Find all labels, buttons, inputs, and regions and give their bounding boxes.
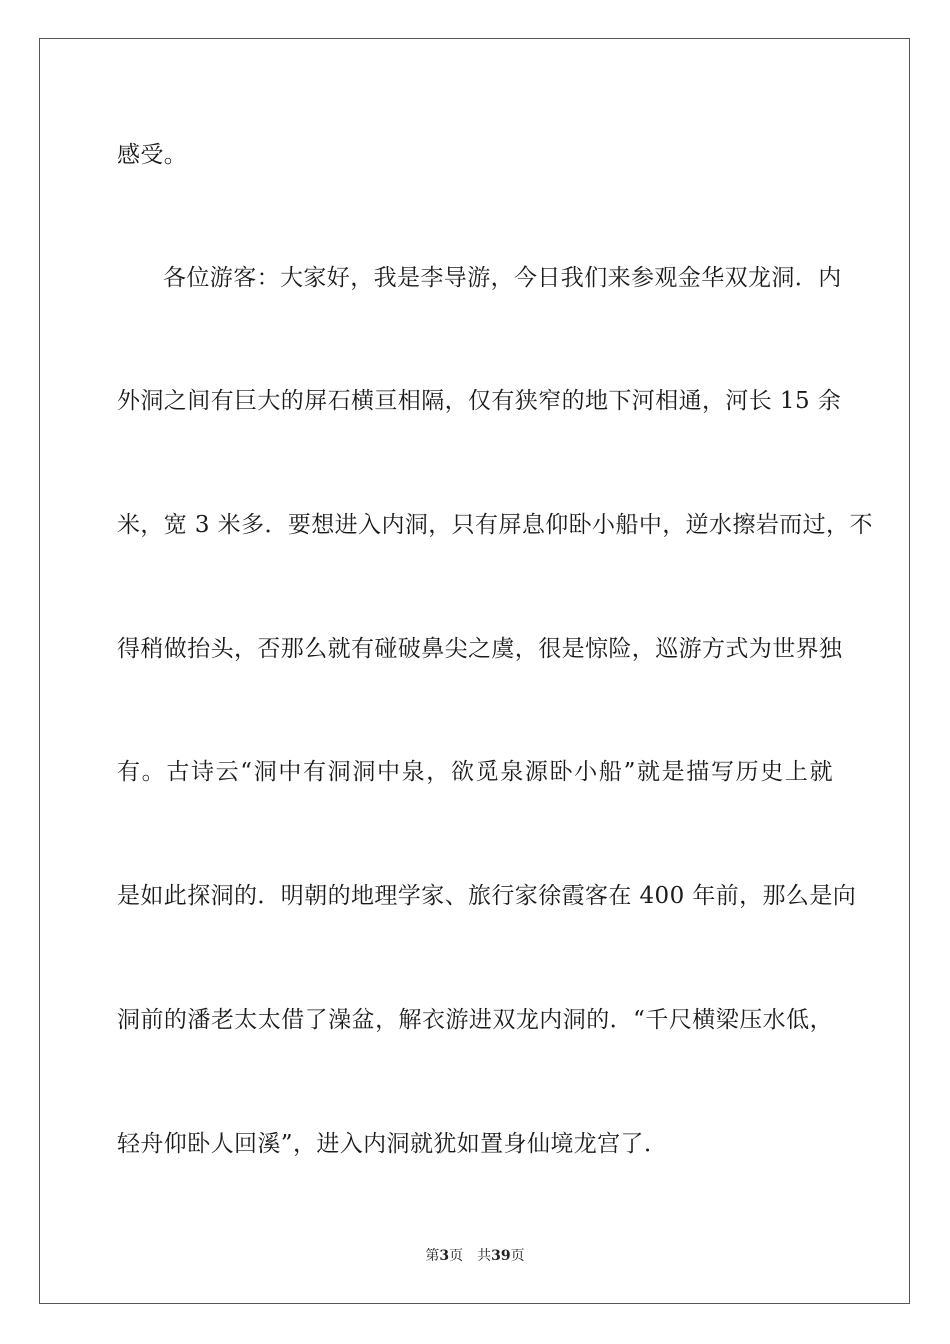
text-line-1: 感受。 [117,142,188,168]
text-line-9: 轻舟仰卧人回溪”，进入内洞就犹如置身仙境龙宫了． [117,1131,668,1157]
text-line-8: 洞前的潘老太太借了澡盆，解衣游进双龙内洞的．“千尺横梁压水低， [117,1007,833,1033]
text-line-4: 米，宽 3 米多．要想进入内洞，只有屏息仰卧小船中，逆水擦岩而过，不 [117,512,873,538]
footer-page-suffix: 页 [449,1248,464,1264]
text-line-6: 有。古诗云“洞中有洞洞中泉，欲觅泉源卧小船”就是描写历史上就 [117,759,833,785]
page-footer [0,1247,950,1265]
text-line-7: 是如此探洞的．明朝的地理学家、旅行家徐霞客在 400 年前，那么是向 [117,883,857,909]
footer-page-number: 3 [439,1248,450,1264]
footer-total-prefix: 共 [477,1248,492,1264]
text-line-5: 得稍做抬头，否那么就有碰破鼻尖之虞，很是惊险，巡游方式为世界独 [117,636,843,662]
text-line-3: 外洞之间有巨大的屏石横亘相隔，仅有狭窄的地下河相通，河长 15 余 [117,388,842,414]
page-border [39,38,910,1304]
footer-total-suffix: 页 [510,1248,525,1264]
footer-page-prefix: 第 [425,1248,440,1264]
footer-total-pages: 39 [491,1248,511,1264]
text-line-2: 各位游客：大家好，我是李导游，今日我们来参观金华双龙洞．内 [163,265,842,291]
